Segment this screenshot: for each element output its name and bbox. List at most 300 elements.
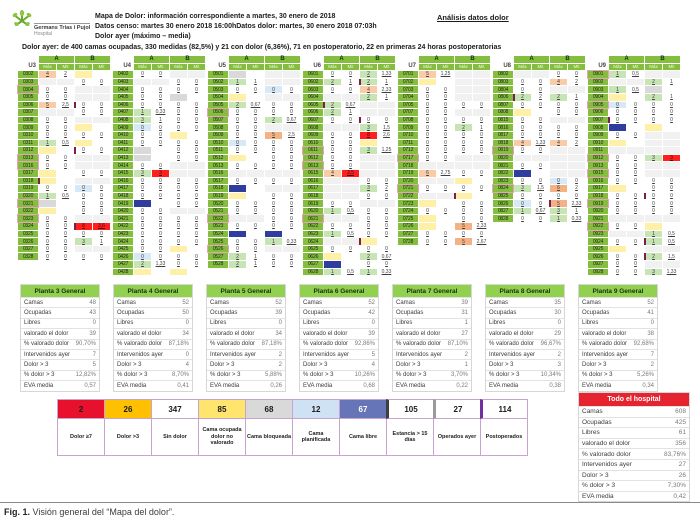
pain-cell-b-mit[interactable]: 0 (188, 178, 205, 185)
pain-cell-b-mit[interactable]: 3,6 (93, 223, 110, 230)
pain-cell-a-mit[interactable]: 0,33 (152, 109, 169, 116)
bed-number[interactable]: 0404 (113, 86, 133, 93)
bed-number[interactable]: 0606 (303, 109, 323, 116)
bed-number[interactable]: 0919 (588, 200, 608, 207)
pain-cell-a-max[interactable]: 0 (39, 155, 56, 162)
bed-number[interactable]: 0321 (18, 200, 38, 207)
pain-cell-a-max[interactable]: 0 (609, 238, 626, 245)
bed-number[interactable]: 0511 (208, 147, 228, 154)
pain-cell-b-mit[interactable]: 0 (283, 223, 300, 230)
pain-cell-b-max[interactable]: 3 (645, 155, 662, 162)
bed-number[interactable]: 0825 (493, 193, 513, 200)
bed-number[interactable]: 0319 (18, 185, 38, 192)
bed-number[interactable]: 0826 (493, 200, 513, 207)
pain-cell-b-max[interactable] (550, 86, 567, 93)
pain-cell-b-mit[interactable]: 0 (283, 200, 300, 207)
bed-number[interactable]: 0521 (208, 208, 228, 215)
pain-cell-b-max[interactable]: 0 (360, 261, 377, 268)
pain-cell-a-mit[interactable]: 0 (57, 86, 74, 93)
pain-cell-b-max[interactable]: 4 (550, 140, 567, 147)
pain-cell-a-mit[interactable]: 0 (247, 147, 264, 154)
pain-cell-a-mit[interactable]: 0 (247, 200, 264, 207)
pain-cell-b-max[interactable]: 0 (170, 79, 187, 86)
pain-cell-b-max[interactable]: 0 (265, 109, 282, 116)
pain-cell-a-max[interactable]: 0 (134, 185, 151, 192)
pain-cell-a-max[interactable] (609, 185, 626, 192)
pain-cell-a-mit[interactable]: 0 (57, 117, 74, 124)
pain-cell-b-max[interactable]: 0 (645, 102, 662, 109)
pain-cell-a-max[interactable]: 0 (609, 162, 626, 169)
pain-cell-b-mit[interactable]: 0 (93, 132, 110, 139)
bed-number[interactable]: 0516 (208, 170, 228, 177)
pain-cell-a-max[interactable] (39, 79, 56, 86)
pain-cell-a-mit[interactable]: 0 (57, 162, 74, 169)
pain-cell-a-mit[interactable] (437, 178, 454, 185)
pain-cell-b-mit[interactable] (93, 246, 110, 253)
pain-cell-b-mit[interactable]: 0 (378, 178, 395, 185)
pain-cell-b-mit[interactable]: 1 (378, 79, 395, 86)
bed-number[interactable]: 0821 (493, 162, 513, 169)
pain-cell-b-mit[interactable]: 0 (188, 109, 205, 116)
bed-number[interactable]: 0924 (588, 238, 608, 245)
pain-cell-a-max[interactable]: 0 (514, 162, 531, 169)
pain-cell-b-mit[interactable]: 0 (188, 117, 205, 124)
bed-number[interactable]: 0304 (18, 86, 38, 93)
bed-number[interactable]: 0608 (303, 124, 323, 131)
pain-cell-a-max[interactable] (134, 200, 151, 207)
pain-cell-a-mit[interactable]: 0 (57, 253, 74, 260)
pain-cell-a-max[interactable]: 0 (419, 86, 436, 93)
pain-cell-a-mit[interactable]: 0 (57, 94, 74, 101)
pain-cell-a-mit[interactable]: 0 (437, 109, 454, 116)
pain-cell-b-max[interactable]: 0 (550, 178, 567, 185)
pain-cell-b-mit[interactable] (93, 178, 110, 185)
pain-cell-a-mit[interactable]: 0 (532, 178, 549, 185)
pain-cell-a-max[interactable]: 0 (229, 124, 246, 131)
pain-cell-b-mit[interactable]: 0 (93, 79, 110, 86)
pain-cell-a-max[interactable]: 1 (229, 79, 246, 86)
pain-cell-a-max[interactable]: 0 (134, 71, 151, 78)
pain-cell-a-mit[interactable]: 1 (247, 253, 264, 260)
bed-number[interactable]: 0807 (493, 102, 513, 109)
pain-cell-b-mit[interactable] (188, 170, 205, 177)
pain-cell-a-max[interactable]: 1 (324, 208, 341, 215)
pain-cell-a-max[interactable]: 0 (324, 147, 341, 154)
bed-number[interactable]: 0708 (398, 117, 418, 124)
pain-cell-b-mit[interactable] (663, 140, 680, 147)
pain-cell-a-mit[interactable]: 0 (627, 132, 644, 139)
pain-cell-a-max[interactable]: 0 (39, 253, 56, 260)
pain-cell-b-max[interactable]: 0 (75, 208, 92, 215)
bed-number[interactable]: 0513 (208, 162, 228, 169)
pain-cell-b-max[interactable]: 0 (170, 261, 187, 268)
pain-cell-a-max[interactable]: 0 (134, 140, 151, 147)
pain-cell-b-mit[interactable] (93, 140, 110, 147)
pain-cell-a-mit[interactable]: 0 (247, 223, 264, 230)
pain-cell-a-max[interactable]: 0 (134, 246, 151, 253)
pain-cell-a-max[interactable]: 0 (419, 238, 436, 245)
pain-cell-b-mit[interactable]: 0 (378, 246, 395, 253)
pain-cell-a-mit[interactable] (342, 261, 359, 268)
pain-cell-b-max[interactable]: 0 (170, 223, 187, 230)
bed-number[interactable]: 0323 (18, 215, 38, 222)
bed-number[interactable]: 0818 (493, 140, 513, 147)
pain-cell-a-mit[interactable] (627, 185, 644, 192)
pain-cell-a-max[interactable]: 0 (514, 200, 531, 207)
pain-cell-a-max[interactable]: 0 (609, 155, 626, 162)
pain-cell-a-mit[interactable]: 0 (152, 140, 169, 147)
pain-cell-b-mit[interactable] (663, 147, 680, 154)
pain-cell-b-max[interactable] (645, 162, 662, 169)
pain-cell-a-max[interactable] (609, 246, 626, 253)
pain-cell-b-mit[interactable]: 2 (378, 185, 395, 192)
pain-cell-b-max[interactable] (360, 109, 377, 116)
pain-cell-a-max[interactable] (39, 208, 56, 215)
pain-cell-b-max[interactable]: 0 (170, 117, 187, 124)
pain-cell-b-mit[interactable] (93, 215, 110, 222)
bed-number[interactable]: 0505 (208, 102, 228, 109)
pain-cell-a-max[interactable]: 0 (419, 208, 436, 215)
pain-cell-a-mit[interactable] (627, 231, 644, 238)
pain-cell-b-max[interactable] (455, 155, 472, 162)
pain-cell-b-mit[interactable]: 0 (188, 215, 205, 222)
pain-cell-a-mit[interactable]: 0 (627, 117, 644, 124)
bed-number[interactable]: 0517 (208, 178, 228, 185)
pain-cell-a-mit[interactable]: 0 (57, 231, 74, 238)
bed-number[interactable]: 0911 (588, 147, 608, 154)
pain-cell-a-max[interactable] (514, 155, 531, 162)
pain-cell-a-max[interactable] (229, 215, 246, 222)
pain-cell-a-mit[interactable]: 1 (152, 117, 169, 124)
pain-cell-b-mit[interactable] (188, 162, 205, 169)
pain-cell-b-mit[interactable]: 0 (283, 155, 300, 162)
pain-cell-b-max[interactable]: 0 (455, 132, 472, 139)
bed-number[interactable]: 0518 (208, 185, 228, 192)
bed-number[interactable]: 0407 (113, 109, 133, 116)
pain-cell-b-max[interactable]: 0 (455, 215, 472, 222)
pain-cell-b-max[interactable] (360, 238, 377, 245)
bed-number[interactable]: 0720 (398, 178, 418, 185)
pain-cell-b-mit[interactable]: 0 (188, 79, 205, 86)
pain-cell-b-mit[interactable]: 0 (188, 238, 205, 245)
pain-cell-b-max[interactable]: 0 (645, 208, 662, 215)
pain-cell-a-max[interactable]: 0 (39, 162, 56, 169)
pain-cell-b-mit[interactable]: 0 (93, 170, 110, 177)
bed-number[interactable]: 0305 (18, 94, 38, 101)
pain-cell-a-mit[interactable] (152, 147, 169, 154)
pain-cell-b-max[interactable] (265, 246, 282, 253)
pain-cell-b-mit[interactable] (663, 261, 680, 268)
pain-cell-b-mit[interactable]: 0 (378, 223, 395, 230)
pain-cell-b-max[interactable] (75, 71, 92, 78)
bed-number[interactable]: 0526 (208, 246, 228, 253)
pain-cell-a-mit[interactable]: 3,5 (342, 170, 359, 177)
bed-number[interactable]: 0626 (303, 253, 323, 260)
pain-cell-a-max[interactable]: 0 (39, 246, 56, 253)
bed-number[interactable]: 0525 (208, 238, 228, 245)
bed-number[interactable]: 0719 (398, 170, 418, 177)
pain-cell-a-mit[interactable] (627, 140, 644, 147)
pain-cell-a-mit[interactable] (532, 170, 549, 177)
pain-cell-b-mit[interactable]: 0 (663, 102, 680, 109)
bed-number[interactable]: 0625 (303, 246, 323, 253)
bed-number[interactable]: 0907 (588, 117, 608, 124)
pain-cell-b-mit[interactable] (93, 155, 110, 162)
pain-cell-b-mit[interactable] (663, 132, 680, 139)
pain-cell-a-mit[interactable]: 0 (532, 117, 549, 124)
pain-cell-b-max[interactable]: 3 (550, 208, 567, 215)
pain-cell-a-mit[interactable]: 0,5 (342, 231, 359, 238)
bed-number[interactable]: 0808 (493, 109, 513, 116)
pain-cell-b-max[interactable]: 0 (455, 208, 472, 215)
pain-cell-b-max[interactable]: 6 (550, 185, 567, 192)
pain-cell-b-max[interactable] (360, 200, 377, 207)
pain-cell-b-mit[interactable]: 0 (188, 185, 205, 192)
pain-cell-b-mit[interactable] (283, 185, 300, 192)
pain-cell-b-max[interactable]: 0 (265, 102, 282, 109)
pain-cell-b-mit[interactable]: 1,25 (378, 147, 395, 154)
pain-cell-a-max[interactable] (419, 200, 436, 207)
pain-cell-b-max[interactable] (645, 223, 662, 230)
pain-cell-b-max[interactable]: 0 (75, 147, 92, 154)
pain-cell-a-mit[interactable] (342, 215, 359, 222)
pain-cell-b-mit[interactable]: 0,5 (663, 238, 680, 245)
bed-number[interactable]: 0915 (588, 170, 608, 177)
bed-number[interactable]: 0601 (303, 71, 323, 78)
bed-number[interactable]: 0609 (303, 132, 323, 139)
pain-cell-a-max[interactable]: 0 (324, 155, 341, 162)
pain-cell-a-max[interactable] (419, 79, 436, 86)
bed-number[interactable]: 0414 (113, 162, 133, 169)
pain-cell-a-max[interactable]: 0 (419, 231, 436, 238)
pain-cell-b-mit[interactable]: 0 (473, 170, 490, 177)
bed-number[interactable]: 0903 (588, 86, 608, 93)
pain-cell-a-max[interactable]: 0 (39, 231, 56, 238)
pain-cell-b-max[interactable]: 2 (360, 79, 377, 86)
pain-cell-a-max[interactable] (324, 178, 341, 185)
bed-number[interactable]: 0411 (113, 140, 133, 147)
pain-cell-b-mit[interactable]: 0,67 (283, 117, 300, 124)
pain-cell-a-mit[interactable] (342, 124, 359, 131)
pain-cell-b-max[interactable]: 0 (360, 215, 377, 222)
pain-cell-a-mit[interactable]: 0 (342, 162, 359, 169)
pain-cell-b-max[interactable]: 0 (550, 102, 567, 109)
pain-cell-a-max[interactable]: 0 (229, 86, 246, 93)
pain-cell-a-mit[interactable] (342, 94, 359, 101)
pain-cell-b-max[interactable] (550, 117, 567, 124)
pain-cell-a-mit[interactable] (342, 253, 359, 260)
pain-cell-a-max[interactable]: 2 (134, 261, 151, 268)
bed-number[interactable]: 0509 (208, 132, 228, 139)
pain-cell-b-mit[interactable]: 0 (283, 193, 300, 200)
pain-cell-b-max[interactable]: 0 (170, 231, 187, 238)
pain-cell-a-mit[interactable]: 0 (342, 117, 359, 124)
pain-cell-a-max[interactable]: 0 (229, 200, 246, 207)
pain-cell-b-max[interactable] (455, 109, 472, 116)
pain-cell-a-mit[interactable] (152, 269, 169, 276)
pain-cell-a-max[interactable]: 0 (609, 170, 626, 177)
pain-cell-a-max[interactable]: 5 (419, 71, 436, 78)
pain-cell-a-max[interactable]: 0 (514, 193, 531, 200)
bed-number[interactable]: 0804 (493, 86, 513, 93)
pain-cell-a-max[interactable]: 0 (324, 162, 341, 169)
pain-cell-a-mit[interactable]: 0 (437, 185, 454, 192)
pain-cell-a-mit[interactable] (437, 215, 454, 222)
pain-cell-a-max[interactable] (39, 200, 56, 207)
bed-number[interactable]: 0704 (398, 94, 418, 101)
pain-cell-a-mit[interactable] (342, 238, 359, 245)
pain-cell-b-max[interactable] (455, 162, 472, 169)
bed-number[interactable]: 0308 (18, 117, 38, 124)
pain-cell-b-mit[interactable]: 0 (663, 193, 680, 200)
pain-cell-b-mit[interactable]: 2,33 (473, 223, 490, 230)
pain-cell-a-max[interactable]: 2 (514, 94, 531, 101)
pain-cell-b-mit[interactable]: 0 (283, 208, 300, 215)
pain-cell-a-max[interactable]: 0 (609, 269, 626, 276)
pain-cell-b-mit[interactable]: 0,33 (568, 215, 585, 222)
pain-cell-b-max[interactable]: 0 (265, 253, 282, 260)
bed-number[interactable]: 0502 (208, 79, 228, 86)
bed-number[interactable]: 0925 (588, 246, 608, 253)
pain-cell-a-max[interactable] (609, 147, 626, 154)
pain-cell-b-mit[interactable]: 0,33 (283, 238, 300, 245)
pain-cell-a-max[interactable]: 0 (229, 117, 246, 124)
pain-cell-a-max[interactable]: 0 (39, 223, 56, 230)
pain-cell-a-mit[interactable]: 0 (437, 124, 454, 131)
pain-cell-b-mit[interactable]: 0 (93, 253, 110, 260)
pain-cell-b-max[interactable] (645, 261, 662, 268)
pain-cell-a-mit[interactable]: 0 (627, 193, 644, 200)
pain-cell-b-max[interactable]: 3 (360, 185, 377, 192)
pain-cell-b-mit[interactable]: 0 (93, 147, 110, 154)
pain-cell-a-max[interactable]: 0 (39, 132, 56, 139)
pain-cell-a-mit[interactable] (247, 215, 264, 222)
pain-cell-a-mit[interactable] (627, 79, 644, 86)
bed-number[interactable]: 0820 (493, 155, 513, 162)
pain-cell-b-max[interactable]: 0 (455, 200, 472, 207)
bed-number[interactable]: 0310 (18, 132, 38, 139)
pain-cell-b-max[interactable] (170, 246, 187, 253)
bed-number[interactable]: 0819 (493, 147, 513, 154)
pain-cell-b-max[interactable] (170, 170, 187, 177)
pain-cell-a-mit[interactable]: 0 (342, 200, 359, 207)
pain-cell-a-max[interactable]: 1 (609, 86, 626, 93)
pain-cell-a-max[interactable]: 0 (39, 238, 56, 245)
pain-cell-b-max[interactable] (645, 170, 662, 177)
pain-cell-b-mit[interactable]: 0 (473, 132, 490, 139)
bed-number[interactable]: 0510 (208, 140, 228, 147)
pain-cell-b-max[interactable] (75, 155, 92, 162)
pain-cell-a-mit[interactable]: 0 (247, 162, 264, 169)
pain-cell-b-max[interactable] (455, 71, 472, 78)
pain-cell-a-mit[interactable]: 0 (152, 94, 169, 101)
bed-number[interactable]: 0523 (208, 223, 228, 230)
bed-number[interactable]: 0709 (398, 124, 418, 131)
bed-number[interactable]: 0418 (113, 193, 133, 200)
bed-number[interactable]: 0522 (208, 215, 228, 222)
pain-cell-a-max[interactable] (324, 124, 341, 131)
pain-cell-a-mit[interactable]: 0 (342, 86, 359, 93)
bed-number[interactable]: 0701 (398, 71, 418, 78)
bed-number[interactable]: 0506 (208, 109, 228, 116)
bed-number[interactable]: 0724 (398, 208, 418, 215)
pain-cell-b-mit[interactable]: 0 (93, 193, 110, 200)
pain-cell-a-mit[interactable]: 0 (627, 208, 644, 215)
pain-cell-b-mit[interactable]: 0 (663, 208, 680, 215)
pain-cell-b-max[interactable]: 0 (265, 162, 282, 169)
pain-cell-a-mit[interactable]: 0 (152, 162, 169, 169)
pain-cell-a-mit[interactable] (247, 71, 264, 78)
pain-cell-a-mit[interactable]: 0 (247, 132, 264, 139)
bed-number[interactable]: 0605 (303, 102, 323, 109)
pain-cell-b-mit[interactable] (93, 94, 110, 101)
pain-cell-a-mit[interactable]: 0 (152, 71, 169, 78)
pain-cell-b-mit[interactable]: 2,33 (568, 200, 585, 207)
pain-cell-a-mit[interactable]: 0 (342, 140, 359, 147)
bed-number[interactable]: 0409 (113, 124, 133, 131)
pain-cell-a-mit[interactable] (437, 223, 454, 230)
pain-cell-a-max[interactable]: 1 (39, 140, 56, 147)
pain-cell-a-mit[interactable]: 0 (57, 246, 74, 253)
pain-cell-b-max[interactable]: 0 (265, 193, 282, 200)
pain-cell-b-max[interactable]: 0 (170, 200, 187, 207)
pain-cell-a-mit[interactable]: 0 (437, 132, 454, 139)
pain-cell-b-max[interactable]: 0 (170, 178, 187, 185)
bed-number[interactable]: 0313 (18, 155, 38, 162)
pain-cell-b-max[interactable]: 0 (360, 117, 377, 124)
bed-number[interactable]: 0415 (113, 170, 133, 177)
pain-cell-b-max[interactable]: 3 (75, 238, 92, 245)
pain-cell-b-mit[interactable] (568, 86, 585, 93)
pain-cell-b-max[interactable] (170, 162, 187, 169)
pain-cell-a-max[interactable]: 2 (229, 253, 246, 260)
pain-cell-b-mit[interactable]: 0 (473, 215, 490, 222)
pain-cell-a-mit[interactable]: 0 (152, 246, 169, 253)
pain-cell-b-mit[interactable]: 2 (568, 185, 585, 192)
pain-cell-a-max[interactable]: 0 (419, 147, 436, 154)
bed-number[interactable]: 0918 (588, 193, 608, 200)
bed-number[interactable]: 0712 (398, 147, 418, 154)
pain-cell-a-mit[interactable]: 0 (532, 215, 549, 222)
pain-cell-a-max[interactable]: 0 (229, 132, 246, 139)
pain-cell-a-max[interactable]: 5 (39, 102, 56, 109)
pain-cell-a-mit[interactable]: 0 (342, 155, 359, 162)
pain-cell-b-mit[interactable] (568, 117, 585, 124)
pain-cell-a-mit[interactable] (437, 200, 454, 207)
pain-cell-a-mit[interactable]: 0,67 (532, 208, 549, 215)
pain-cell-b-max[interactable]: 2 (550, 94, 567, 101)
pain-cell-a-mit[interactable]: 0 (437, 94, 454, 101)
pain-cell-b-max[interactable]: 0 (170, 109, 187, 116)
pain-cell-b-max[interactable]: 0 (645, 117, 662, 124)
pain-cell-b-max[interactable]: 0 (170, 102, 187, 109)
pain-cell-a-max[interactable]: 0 (134, 178, 151, 185)
pain-cell-b-max[interactable] (75, 140, 92, 147)
pain-cell-a-max[interactable]: 0 (514, 117, 531, 124)
pain-cell-b-mit[interactable]: 0 (93, 208, 110, 215)
pain-cell-a-max[interactable]: 0 (609, 178, 626, 185)
pain-cell-b-max[interactable]: 0 (265, 200, 282, 207)
bed-number[interactable]: 0403 (113, 79, 133, 86)
pain-cell-b-mit[interactable] (473, 162, 490, 169)
bed-number[interactable]: 0726 (398, 223, 418, 230)
pain-cell-b-max[interactable]: 0 (170, 140, 187, 147)
pain-cell-b-max[interactable]: 4 (550, 79, 567, 86)
pain-cell-b-max[interactable]: 0 (75, 102, 92, 109)
pain-cell-a-mit[interactable]: 0 (152, 231, 169, 238)
pain-cell-a-max[interactable]: 0 (229, 223, 246, 230)
pain-cell-a-max[interactable]: 0 (419, 124, 436, 131)
